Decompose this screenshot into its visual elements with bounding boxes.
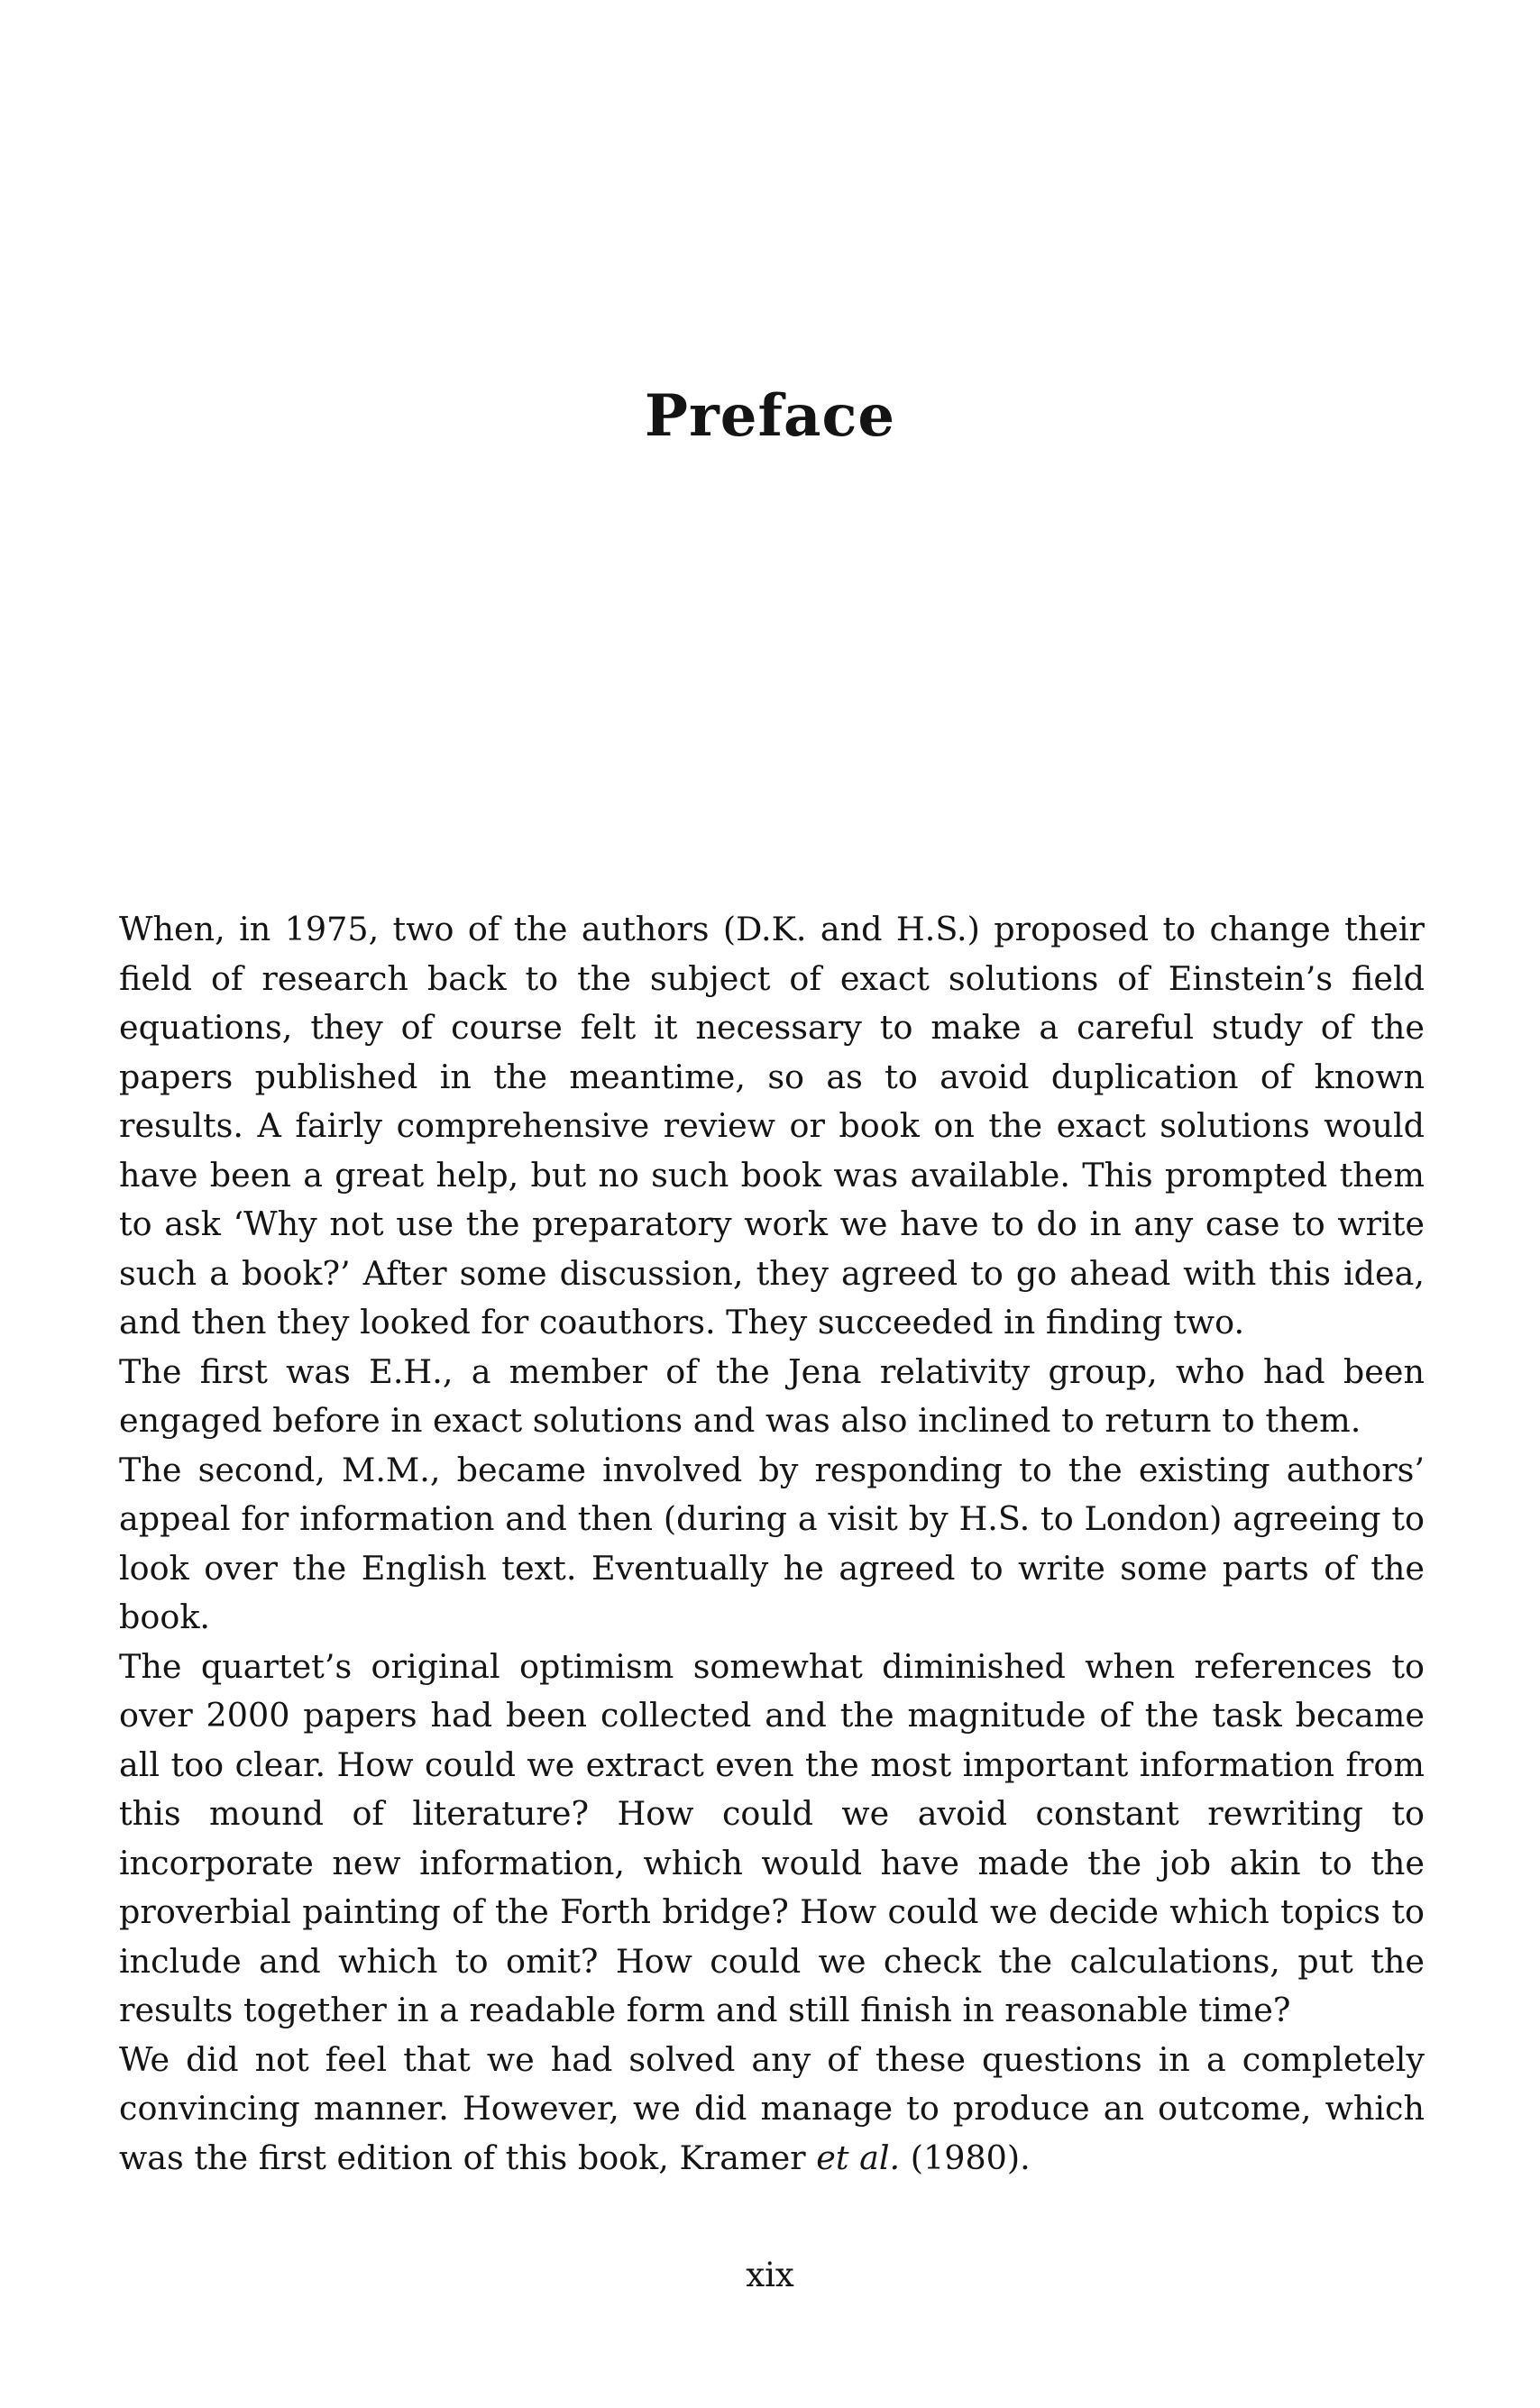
paragraph-3: The second, M.M., became involved by responding to the existing authors’ appeal for information and then (during a visit by H.S. to London) agreeing to look over the English text. Eventually he agreed to write some parts of the book. — [119, 1450, 1425, 1636]
paragraph-5 — [119, 2036, 1425, 2184]
paragraph-5-text: We did not feel that we had solved any of these questions in a completely convincing manner. However, we did manage to produce an outcome, which was the first edition of this book, Kramer — [119, 2039, 1425, 2177]
preface-body — [119, 905, 1425, 2183]
paragraph-2: The first was E.H., a member of the Jena relativity group, who had been engaged before in exact solutions and was also inclined to return to them. — [119, 1351, 1425, 1440]
paragraph-5-text-end: (1980). — [900, 2138, 1031, 2177]
page-title: Preface — [644, 382, 896, 450]
paragraph-5-italic: et al. — [816, 2138, 901, 2177]
page-number: xix — [746, 2256, 794, 2294]
paragraph-4: The quartet’s original optimism somewhat diminished when references to over 2000 papers had been collected and the magnitude of the task became all too clear. How could we extract even the most important information from this mound of literature? How could we avoid constant rewriting to incorporate new information, which would have made the job akin to the proverbial painting of the Forth bridge? How could we decide which topics to include and which to omit? How could we check the calculations, put the results together in a readable form and still finish in reasonable time? — [119, 1646, 1425, 2029]
paragraph-1: When, in 1975, two of the authors (D.K. and H.S.) proposed to change their field of research back to the subject of exact solutions of Einstein’s field equations, they of course felt it necessary to make a careful study of the papers published in the meantime, so as to avoid duplication of known results. A fairly comprehensive review or book on the exact solutions would have been a great help, but no such book was available. This prompted them to ask ‘Why not use the preparatory work we have to do in any case to write such a book?’ After some discussion, they agreed to go ahead with this idea, and then they looked for coauthors. They succeeded in finding two. — [119, 910, 1425, 1341]
